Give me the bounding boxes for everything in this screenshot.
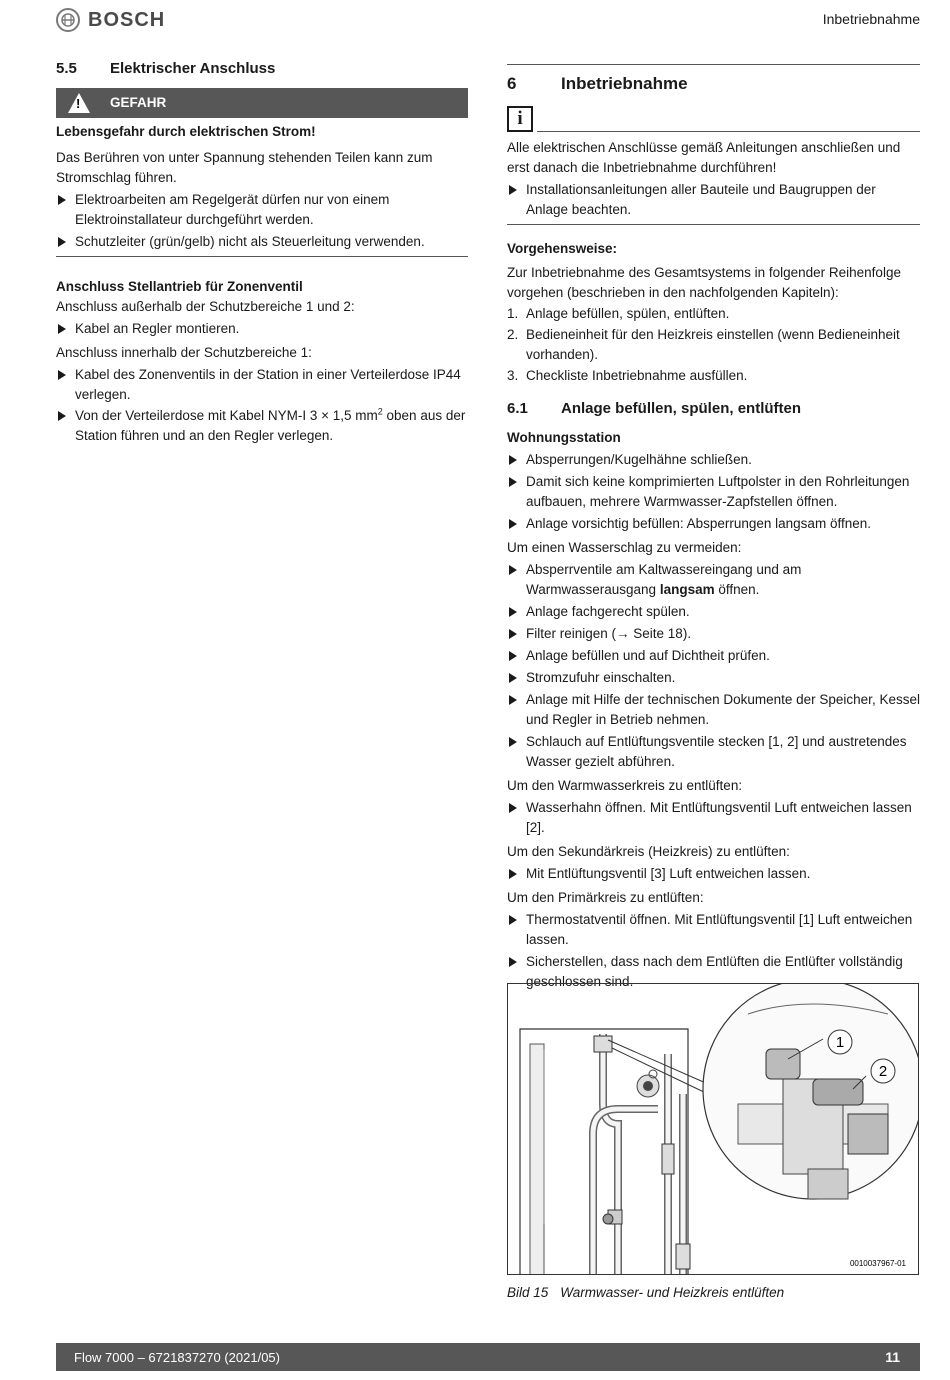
list-item: Stromzufuhr einschalten. — [507, 668, 920, 688]
list-item: Wasserhahn öffnen. Mit Entlüftungsventil Luft entweichen lassen [2]. — [507, 798, 920, 838]
paragraph: Um den Sekundärkreis (Heizkreis) zu entlüften: — [507, 844, 790, 859]
document-reference: Flow 7000 – 6721837270 (2021/05) — [74, 1349, 280, 1365]
list-item: Sicherstellen, dass nach dem Entlüften die Entlüfter vollständig geschlossen sind. — [507, 952, 920, 992]
figure-code: 0010037967-01 — [849, 1259, 906, 1268]
list-item-text: öffnen. — [714, 582, 760, 597]
callout-2: 2 — [878, 1063, 888, 1080]
step-text: Bedieneinheit für den Heizkreis einstellen (wenn Bedieneinheit vorhanden). — [526, 327, 900, 362]
figure-box — [507, 983, 919, 1275]
warning-icon: ! — [68, 93, 90, 113]
paragraph: Um den Primärkreis zu entlüften: — [507, 890, 704, 905]
step-number: 2. — [507, 327, 519, 342]
left-column — [56, 58, 468, 446]
list-item-text: Von der Verteilerdose mit Kabel NYM-I 3 × 1,5 mm — [75, 408, 378, 423]
list-item: Mit Entlüftungsventil [3] Luft entweichen lassen. — [507, 864, 920, 884]
info-icon: i — [507, 106, 533, 132]
ordered-list-item — [507, 366, 920, 386]
page-footer — [56, 1343, 920, 1371]
divider — [507, 224, 920, 225]
sub-heading: Anschluss Stellantrieb für Zonenventil — [56, 279, 303, 294]
info-rule — [537, 105, 920, 132]
subsection-number: 6.1 — [507, 400, 528, 417]
subsection-heading — [507, 398, 920, 420]
paragraph: Zur Inbetriebnahme des Gesamtsystems in folgender Reihenfolge vorgehen (beschrieben in den nachfolgenden Kapiteln): — [507, 265, 901, 300]
figure-caption — [507, 1285, 784, 1300]
section-number: 5.5 — [56, 60, 77, 77]
step-number: 1. — [507, 306, 519, 321]
step-text: Anlage befüllen, spülen, entlüften. — [526, 306, 730, 321]
section-title: Inbetriebnahme — [561, 74, 688, 93]
subsection-title: Anlage befüllen, spülen, entlüften — [561, 400, 802, 417]
paragraph: Um den Warmwasserkreis zu entlüften: — [507, 778, 743, 793]
danger-heading: Lebensgefahr durch elektrischen Strom! — [56, 124, 316, 139]
section-title: Elektrischer Anschluss — [110, 60, 276, 77]
list-item — [507, 560, 920, 600]
list-item-text: oben aus der Station führen und an den Regler verlegen. — [75, 408, 466, 443]
list-item-text: Absperrventile am Kaltwassereingang und am Warmwasserausgang — [526, 562, 802, 597]
danger-label: GEFAHR — [110, 95, 167, 110]
procedure-heading: Vorgehensweise: — [507, 241, 618, 256]
list-item: Absperrungen/Kugelhähne schließen. — [507, 450, 920, 470]
caption-text: Warmwasser- und Heizkreis entlüften — [560, 1285, 785, 1300]
station-illustration — [508, 984, 918, 1274]
list-item: Anlage mit Hilfe der technischen Dokumente der Speicher, Kessel und Regler in Betrieb nehmen. — [507, 690, 920, 730]
list-item: Elektroarbeiten am Regelgerät dürfen nur von einem Elektroinstallateur durchgeführt werden. — [56, 190, 468, 230]
list-item: Anlage fachgerecht spülen. — [507, 602, 920, 622]
list-item: Anlage vorsichtig befüllen: Absperrungen langsam öffnen. — [507, 514, 920, 534]
step-number: 3. — [507, 368, 519, 383]
superscript: 2 — [377, 406, 383, 417]
danger-text: Das Berühren von unter Spannung stehenden Teilen kann zum Stromschlag führen. — [56, 150, 433, 185]
divider — [56, 256, 468, 257]
step-text: Checkliste Inbetriebnahme ausfüllen. — [526, 368, 748, 383]
brand-name: BOSCH — [88, 8, 166, 31]
list-item: Filter reinigen (→ Seite 18). — [507, 624, 920, 644]
ordered-list-item — [507, 304, 920, 324]
page-number: 11 — [885, 1349, 900, 1365]
brand-logo — [56, 8, 165, 32]
list-item: Damit sich keine komprimierten Luftpolster in den Rohrleitungen aufbauen, mehrere Warmwasser-Zapfstellen öffnen. — [507, 472, 920, 512]
list-item: Kabel an Regler montieren. — [56, 319, 468, 339]
list-item — [56, 406, 468, 446]
list-item: Schlauch auf Entlüftungsventile stecken [1, 2] und austretendes Wasser gezielt abführen. — [507, 732, 920, 772]
list-item: Kabel des Zonenventils in der Station in einer Verteilerdose IP44 verlegen. — [56, 365, 468, 405]
info-text: Alle elektrischen Anschlüsse gemäß Anleitungen anschließen und erst danach die Inbetriebnahme durchführen! — [507, 140, 901, 175]
running-header: Inbetriebnahme — [822, 11, 920, 27]
paragraph: Um einen Wasserschlag zu vermeiden: — [507, 540, 742, 555]
caption-number: Bild 15 — [507, 1285, 549, 1300]
danger-banner — [56, 88, 468, 118]
section-number: 6 — [507, 74, 517, 93]
list-item: Thermostatventil öffnen. Mit Entlüftungsventil [1] Luft entweichen lassen. — [507, 910, 920, 950]
section-heading — [507, 73, 920, 95]
right-column — [507, 64, 920, 992]
info-notice — [507, 105, 920, 132]
bosch-armature-icon — [56, 8, 80, 32]
callout-1: 1 — [835, 1034, 845, 1051]
sub-heading: Wohnungsstation — [507, 430, 621, 445]
paragraph: Anschluss außerhalb der Schutzbereiche 1 und 2: — [56, 299, 355, 314]
emphasis: langsam — [659, 582, 715, 597]
paragraph: Anschluss innerhalb der Schutzbereiche 1: — [56, 345, 312, 360]
divider — [507, 64, 920, 65]
list-item: Schutzleiter (grün/gelb) nicht als Steuerleitung verwenden. — [56, 232, 468, 252]
list-item: Anlage befüllen und auf Dichtheit prüfen. — [507, 646, 920, 666]
ordered-list-item — [507, 325, 920, 365]
list-item: Installationsanleitungen aller Bauteile und Baugruppen der Anlage beachten. — [507, 180, 920, 220]
section-heading — [56, 58, 468, 80]
